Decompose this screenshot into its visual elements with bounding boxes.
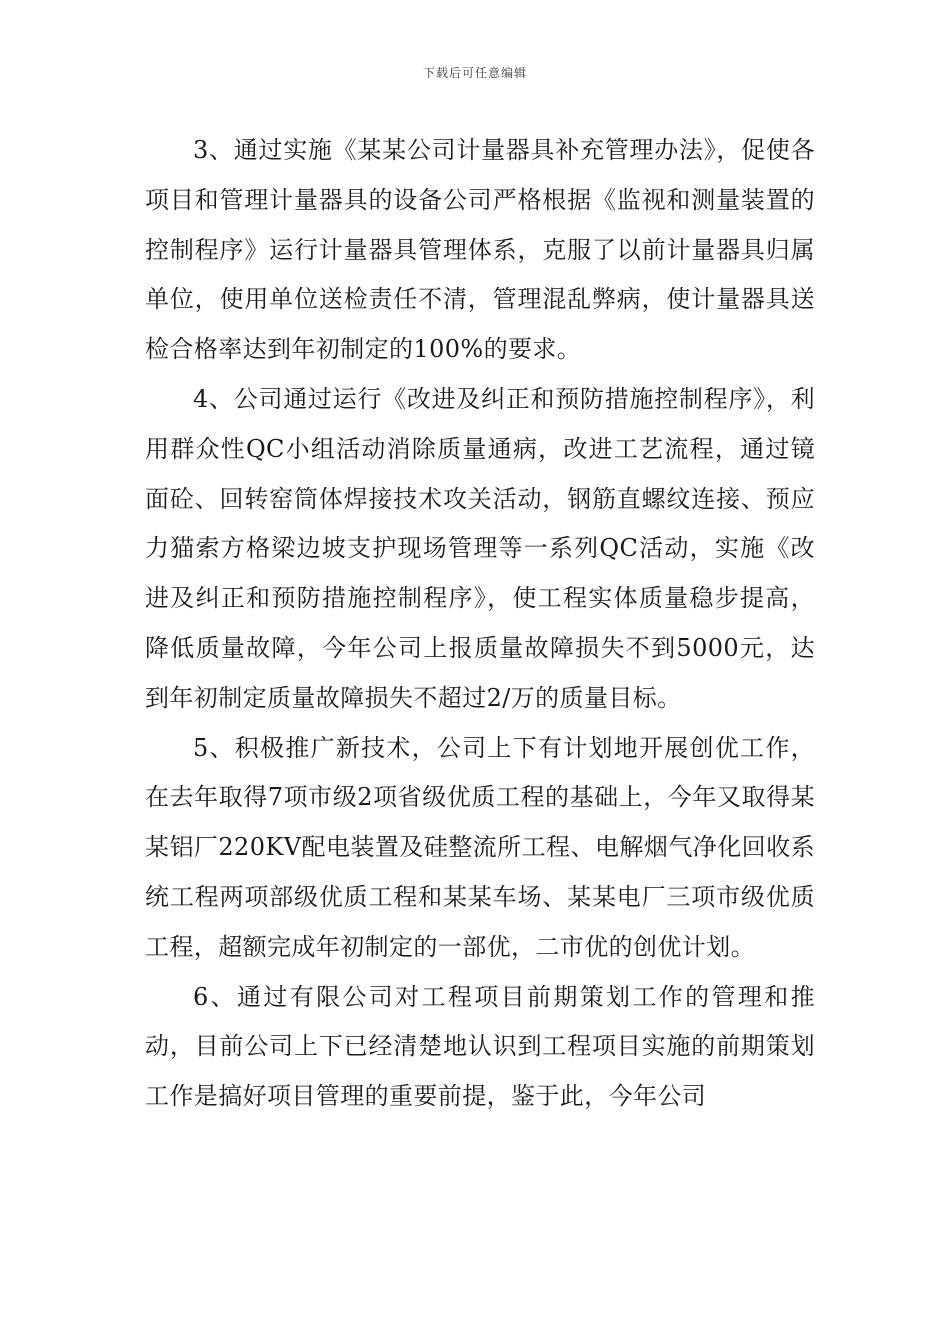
page-header: 下载后可任意编辑 (422, 66, 527, 80)
paragraph-item-6: 6、通过有限公司对工程项目前期策划工作的管理和推动，目前公司上下已经清楚地认识到工程项目实施的前期策划工作是搞好项目管理的重要前提，鉴于此，今年公司 (145, 982, 815, 1111)
paragraph-item-3: 3、通过实施《某某公司计量器具补充管理办法》，促使各项目和管理计量器具的设备公司严格根据《监视和测量装置的控制程序》运行计量器具管理体系，克服了以前计量器具归属单位，使用单位送检责任不清，管理混乱弊病，使计量器具送检合格率达到年初制定的100%的要求。 (145, 136, 815, 364)
document-body (145, 126, 815, 1122)
paragraph-item-5: 5、积极推广新技术，公司上下有计划地开展创优工作，在去年取得7项市级2项省级优质工程的基础上，今年又取得某某铝厂220KV配电装置及硅整流所工程、电解烟气净化回收系统工程两项部级优质工程和某某车场、某某电厂三项市级优质工程，超额完成年初制定的一部优，二市优的创优计划。 (145, 733, 815, 961)
paragraph-item-4: 4、公司通过运行《改进及纠正和预防措施控制程序》，利用群众性QC小组活动消除质量通病，改进工艺流程，通过镜面砼、回转窑筒体焊接技术攻关活动，钢筋直螺纹连接、预应力猫索方格梁边坡支护现场管理等一系列QC活动，实施《改进及纠正和预防措施控制程序》，使工程实体质量稳步提高，降低质量故障，今年公司上报质量故障损失不到5000元，达到年初制定质量故障损失不超过2/万的质量目标。 (145, 384, 815, 712)
